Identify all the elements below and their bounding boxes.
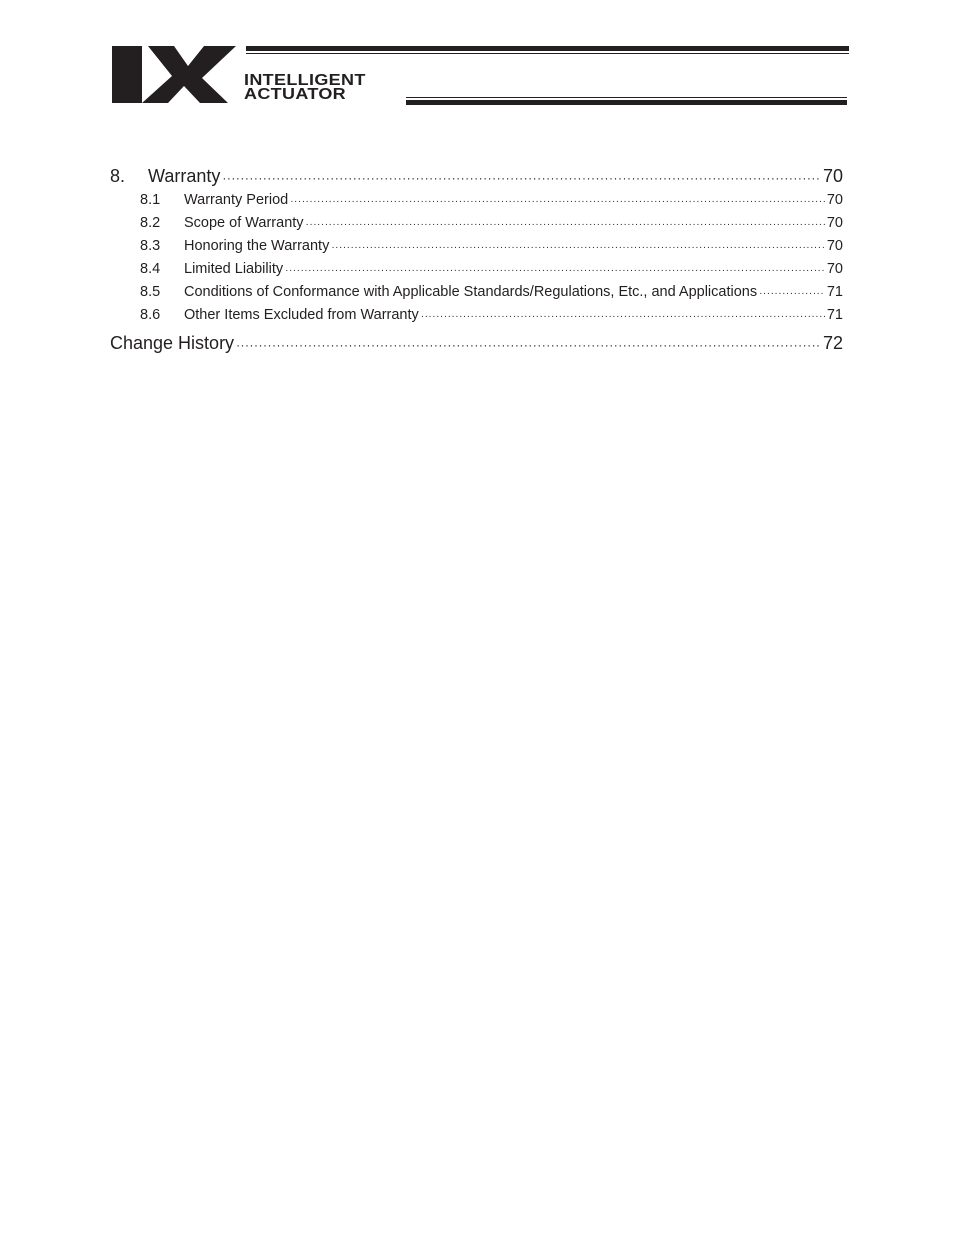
toc-entry-change-history[interactable]	[110, 331, 843, 356]
toc-entry-warranty[interactable]	[110, 164, 843, 189]
dot-leader	[285, 259, 825, 282]
toc-entry-page: 71	[826, 307, 843, 323]
toc-entry-number: 8.	[110, 166, 126, 186]
toc-entry-number: 8.5	[140, 284, 161, 300]
toc-entry-title: Warranty	[148, 166, 221, 186]
dot-leader	[759, 282, 825, 305]
toc-entry-page: 70	[826, 238, 843, 254]
dot-leader	[236, 333, 821, 358]
toc-entry-number: 8.4	[140, 261, 161, 277]
header-rule-bottom-thin	[406, 97, 847, 98]
dot-leader	[331, 236, 825, 259]
toc-entry-conditions-of-conformance[interactable]	[110, 281, 843, 304]
toc-entry-warranty-period[interactable]	[110, 189, 843, 212]
toc-entry-number: 8.3	[140, 238, 161, 254]
ix-logo-icon	[112, 46, 238, 103]
toc-entry-page: 71	[826, 284, 843, 300]
wordmark-line1: INTELLIGENT	[244, 72, 366, 89]
header-rule-bottom	[406, 100, 847, 105]
toc-entry-honoring-the-warranty[interactable]	[110, 235, 843, 258]
toc-entry-title: Conditions of Conformance with Applicable Standards/Regulations, Etc., and Applications	[184, 284, 758, 300]
header-rule-top-thin	[246, 53, 849, 54]
dot-leader	[306, 213, 825, 236]
toc-entry-title: Warranty Period	[184, 192, 289, 208]
toc-entry-page: 70	[826, 261, 843, 277]
company-wordmark	[244, 74, 366, 102]
toc-entry-number: 8.1	[140, 192, 161, 208]
toc-entry-limited-liability[interactable]	[110, 258, 843, 281]
toc-entry-title: Honoring the Warranty	[184, 238, 330, 254]
toc-entry-title: Scope of Warranty	[184, 215, 304, 231]
toc-entry-page: 72	[822, 333, 843, 353]
dot-leader	[290, 190, 825, 213]
table-of-contents	[110, 164, 843, 356]
toc-entry-page: 70	[826, 192, 843, 208]
toc-entry-title: Limited Liability	[184, 261, 284, 277]
toc-entry-other-items-excluded[interactable]	[110, 304, 843, 327]
dot-leader	[222, 166, 821, 191]
toc-entry-title: Other Items Excluded from Warranty	[184, 307, 419, 323]
dot-leader	[421, 305, 825, 328]
toc-entry-scope-of-warranty[interactable]	[110, 212, 843, 235]
toc-entry-title: Change History	[110, 333, 235, 353]
toc-entry-number: 8.6	[140, 307, 161, 323]
header-rule-top	[246, 46, 849, 51]
toc-entry-page: 70	[826, 215, 843, 231]
toc-entry-page: 70	[822, 166, 843, 186]
toc-entry-number: 8.2	[140, 215, 161, 231]
wordmark-line2: ACTUATOR	[244, 86, 347, 103]
